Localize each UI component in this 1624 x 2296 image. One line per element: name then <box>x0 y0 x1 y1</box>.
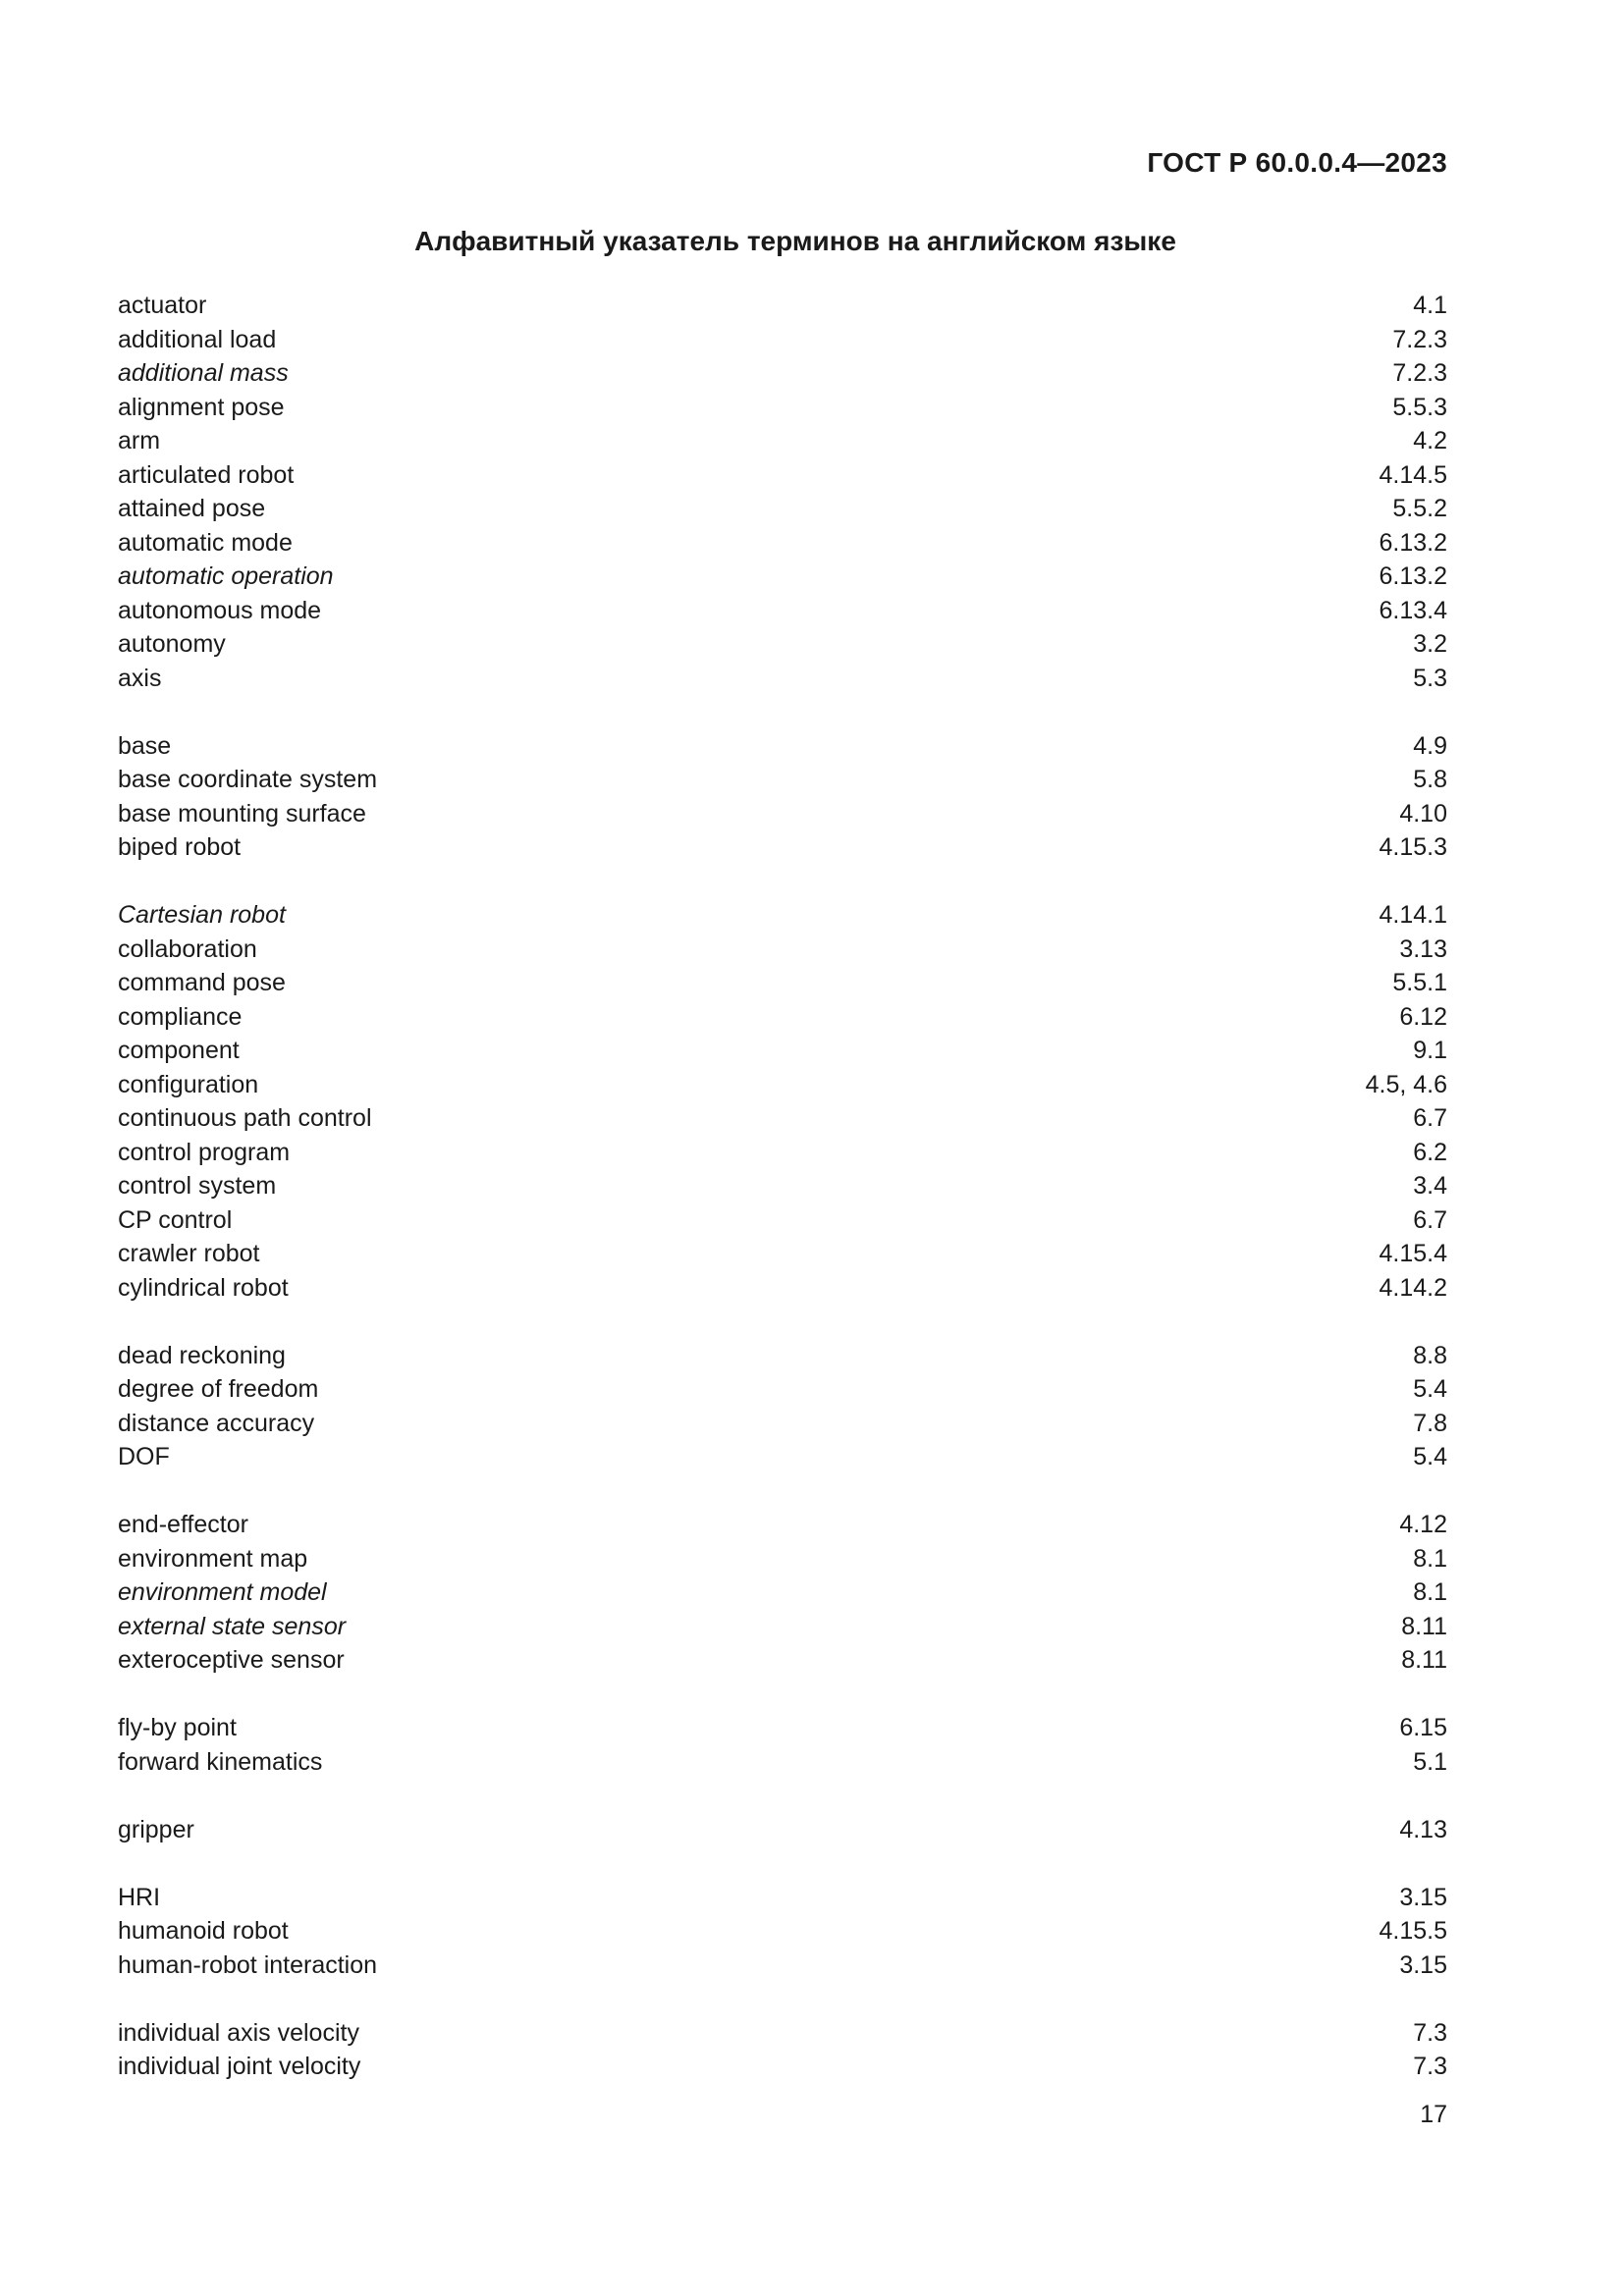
index-group <box>118 1508 1447 1678</box>
index-entry <box>118 1813 1447 1847</box>
index-reference: 6.2 <box>1413 1138 1447 1166</box>
index-reference: 7.3 <box>1413 2053 1447 2080</box>
index-entry <box>118 898 1447 933</box>
index-entry <box>118 763 1447 797</box>
index-entry <box>118 1949 1447 1983</box>
index-entry <box>118 1575 1447 1610</box>
index-term: continuous path control <box>118 1104 372 1132</box>
index-term: DOF <box>118 1443 170 1470</box>
index-group <box>118 1813 1447 1847</box>
index-entry <box>118 729 1447 764</box>
index-reference: 7.8 <box>1413 1409 1447 1437</box>
index-reference: 3.13 <box>1399 934 1447 963</box>
index-entry <box>118 1881 1447 1915</box>
index-entry <box>118 1068 1447 1102</box>
index-reference: 4.13 <box>1399 1815 1447 1843</box>
standard-designation: ГОСТ Р 60.0.0.4—2023 <box>1147 147 1447 178</box>
index-reference: 4.15.4 <box>1379 1240 1447 1267</box>
index-group <box>118 1339 1447 1474</box>
term-index <box>118 289 1447 2117</box>
index-reference: 5.5.1 <box>1392 969 1447 996</box>
index-term: axis <box>118 664 162 692</box>
index-term: component <box>118 1037 240 1064</box>
index-term: control program <box>118 1138 291 1166</box>
index-reference: 6.13.2 <box>1379 562 1447 590</box>
index-entry <box>118 1000 1447 1035</box>
index-reference: 4.5, 4.6 <box>1365 1070 1447 1098</box>
index-term: arm <box>118 427 161 454</box>
index-term: individual joint velocity <box>118 2053 361 2080</box>
index-term: attained pose <box>118 495 266 522</box>
index-reference: 5.5.3 <box>1392 393 1447 421</box>
index-term: Cartesian robot <box>118 901 286 929</box>
index-group <box>118 729 1447 865</box>
index-entry <box>118 424 1447 458</box>
index-term: base <box>118 731 172 760</box>
page-number: 17 <box>1420 2101 1447 2128</box>
index-term: degree of freedom <box>118 1375 319 1403</box>
index-term: individual axis velocity <box>118 2018 359 2047</box>
index-term: alignment pose <box>118 393 285 421</box>
index-reference: 6.12 <box>1399 1002 1447 1031</box>
index-entry <box>118 627 1447 662</box>
index-term: dead reckoning <box>118 1341 286 1369</box>
index-reference: 5.5.2 <box>1392 495 1447 522</box>
index-reference: 4.9 <box>1413 731 1447 760</box>
index-reference: 6.15 <box>1399 1714 1447 1741</box>
index-entry <box>118 356 1447 391</box>
index-entry <box>118 933 1447 967</box>
index-entry <box>118 323 1447 357</box>
index-entry <box>118 1339 1447 1373</box>
index-reference: 5.3 <box>1413 664 1447 692</box>
index-reference: 5.4 <box>1413 1375 1447 1403</box>
index-entry <box>118 1136 1447 1170</box>
index-entry <box>118 458 1447 493</box>
index-entry <box>118 1237 1447 1271</box>
index-entry <box>118 1034 1447 1068</box>
index-term: control system <box>118 1172 277 1200</box>
index-term: additional mass <box>118 359 289 387</box>
index-term: configuration <box>118 1070 259 1098</box>
index-reference: 4.14.5 <box>1379 460 1447 489</box>
index-term: command pose <box>118 969 286 996</box>
index-reference: 6.13.2 <box>1379 528 1447 557</box>
index-term: humanoid robot <box>118 1917 289 1945</box>
index-reference: 3.4 <box>1413 1172 1447 1200</box>
index-entry <box>118 1914 1447 1949</box>
index-term: cylindrical robot <box>118 1273 289 1302</box>
index-entry <box>118 1271 1447 1306</box>
index-reference: 4.14.1 <box>1379 901 1447 929</box>
index-reference: 3.15 <box>1399 1883 1447 1911</box>
index-term: gripper <box>118 1815 194 1843</box>
index-term: autonomy <box>118 630 226 658</box>
index-term: compliance <box>118 1002 243 1031</box>
index-group <box>118 1711 1447 1779</box>
index-reference: 5.4 <box>1413 1443 1447 1470</box>
index-entry <box>118 966 1447 1000</box>
index-entry <box>118 1101 1447 1136</box>
index-entry <box>118 1169 1447 1203</box>
index-term: automatic mode <box>118 528 293 557</box>
index-entry <box>118 797 1447 831</box>
index-group <box>118 1881 1447 1983</box>
index-reference: 4.2 <box>1413 427 1447 454</box>
index-term: autonomous mode <box>118 596 322 624</box>
index-reference: 5.8 <box>1413 766 1447 793</box>
index-reference: 3.2 <box>1413 630 1447 658</box>
index-group <box>118 2016 1447 2084</box>
index-term: HRI <box>118 1883 161 1911</box>
index-term: end-effector <box>118 1511 248 1538</box>
index-term: environment map <box>118 1544 308 1573</box>
index-entry <box>118 594 1447 628</box>
index-entry <box>118 2016 1447 2051</box>
index-term: additional load <box>118 325 277 353</box>
index-entry <box>118 289 1447 323</box>
index-reference: 7.3 <box>1413 2018 1447 2047</box>
index-entry <box>118 1711 1447 1745</box>
index-entry <box>118 830 1447 865</box>
index-group <box>118 289 1447 695</box>
index-term: base coordinate system <box>118 766 378 793</box>
index-entry <box>118 526 1447 561</box>
index-term: fly-by point <box>118 1714 237 1741</box>
index-term: environment model <box>118 1578 327 1606</box>
index-entry <box>118 560 1447 594</box>
index-reference: 4.15.3 <box>1379 833 1447 861</box>
index-reference: 9.1 <box>1413 1037 1447 1064</box>
index-reference: 8.1 <box>1413 1544 1447 1573</box>
index-term: biped robot <box>118 833 242 861</box>
index-entry <box>118 1542 1447 1576</box>
index-entry <box>118 1372 1447 1407</box>
index-reference: 5.1 <box>1413 1747 1447 1776</box>
index-term: exteroceptive sensor <box>118 1646 345 1674</box>
index-entry <box>118 1203 1447 1238</box>
index-title: Алфавитный указатель терминов на английском языке <box>414 226 1176 256</box>
index-term: crawler robot <box>118 1240 260 1267</box>
index-term: human-robot interaction <box>118 1950 378 1979</box>
index-term: CP control <box>118 1205 233 1234</box>
index-reference: 4.10 <box>1399 799 1447 828</box>
index-entry <box>118 1508 1447 1542</box>
index-reference: 4.1 <box>1413 292 1447 319</box>
index-term: actuator <box>118 292 207 319</box>
index-entry <box>118 492 1447 526</box>
index-reference: 4.15.5 <box>1379 1917 1447 1945</box>
index-reference: 8.11 <box>1401 1612 1447 1640</box>
index-reference: 6.7 <box>1413 1104 1447 1132</box>
index-reference: 8.8 <box>1413 1341 1447 1369</box>
index-reference: 6.7 <box>1413 1205 1447 1234</box>
index-entry <box>118 2050 1447 2084</box>
index-reference: 3.15 <box>1399 1950 1447 1979</box>
index-reference: 8.11 <box>1401 1646 1447 1674</box>
index-entry <box>118 662 1447 696</box>
index-entry <box>118 1745 1447 1780</box>
index-term: collaboration <box>118 934 257 963</box>
index-term: base mounting surface <box>118 799 366 828</box>
index-entry <box>118 391 1447 425</box>
index-reference: 7.2.3 <box>1392 359 1447 387</box>
index-reference: 4.14.2 <box>1379 1273 1447 1302</box>
index-group <box>118 898 1447 1305</box>
index-term: articulated robot <box>118 460 295 489</box>
index-term: external state sensor <box>118 1612 347 1640</box>
index-reference: 6.13.4 <box>1379 596 1447 624</box>
index-term: distance accuracy <box>118 1409 315 1437</box>
index-entry <box>118 1610 1447 1644</box>
index-reference: 7.2.3 <box>1392 325 1447 353</box>
index-entry <box>118 1407 1447 1441</box>
index-term: automatic operation <box>118 562 334 590</box>
index-reference: 8.1 <box>1413 1578 1447 1606</box>
index-entry <box>118 1440 1447 1474</box>
index-term: forward kinematics <box>118 1747 323 1776</box>
index-entry <box>118 1643 1447 1678</box>
index-reference: 4.12 <box>1399 1511 1447 1538</box>
